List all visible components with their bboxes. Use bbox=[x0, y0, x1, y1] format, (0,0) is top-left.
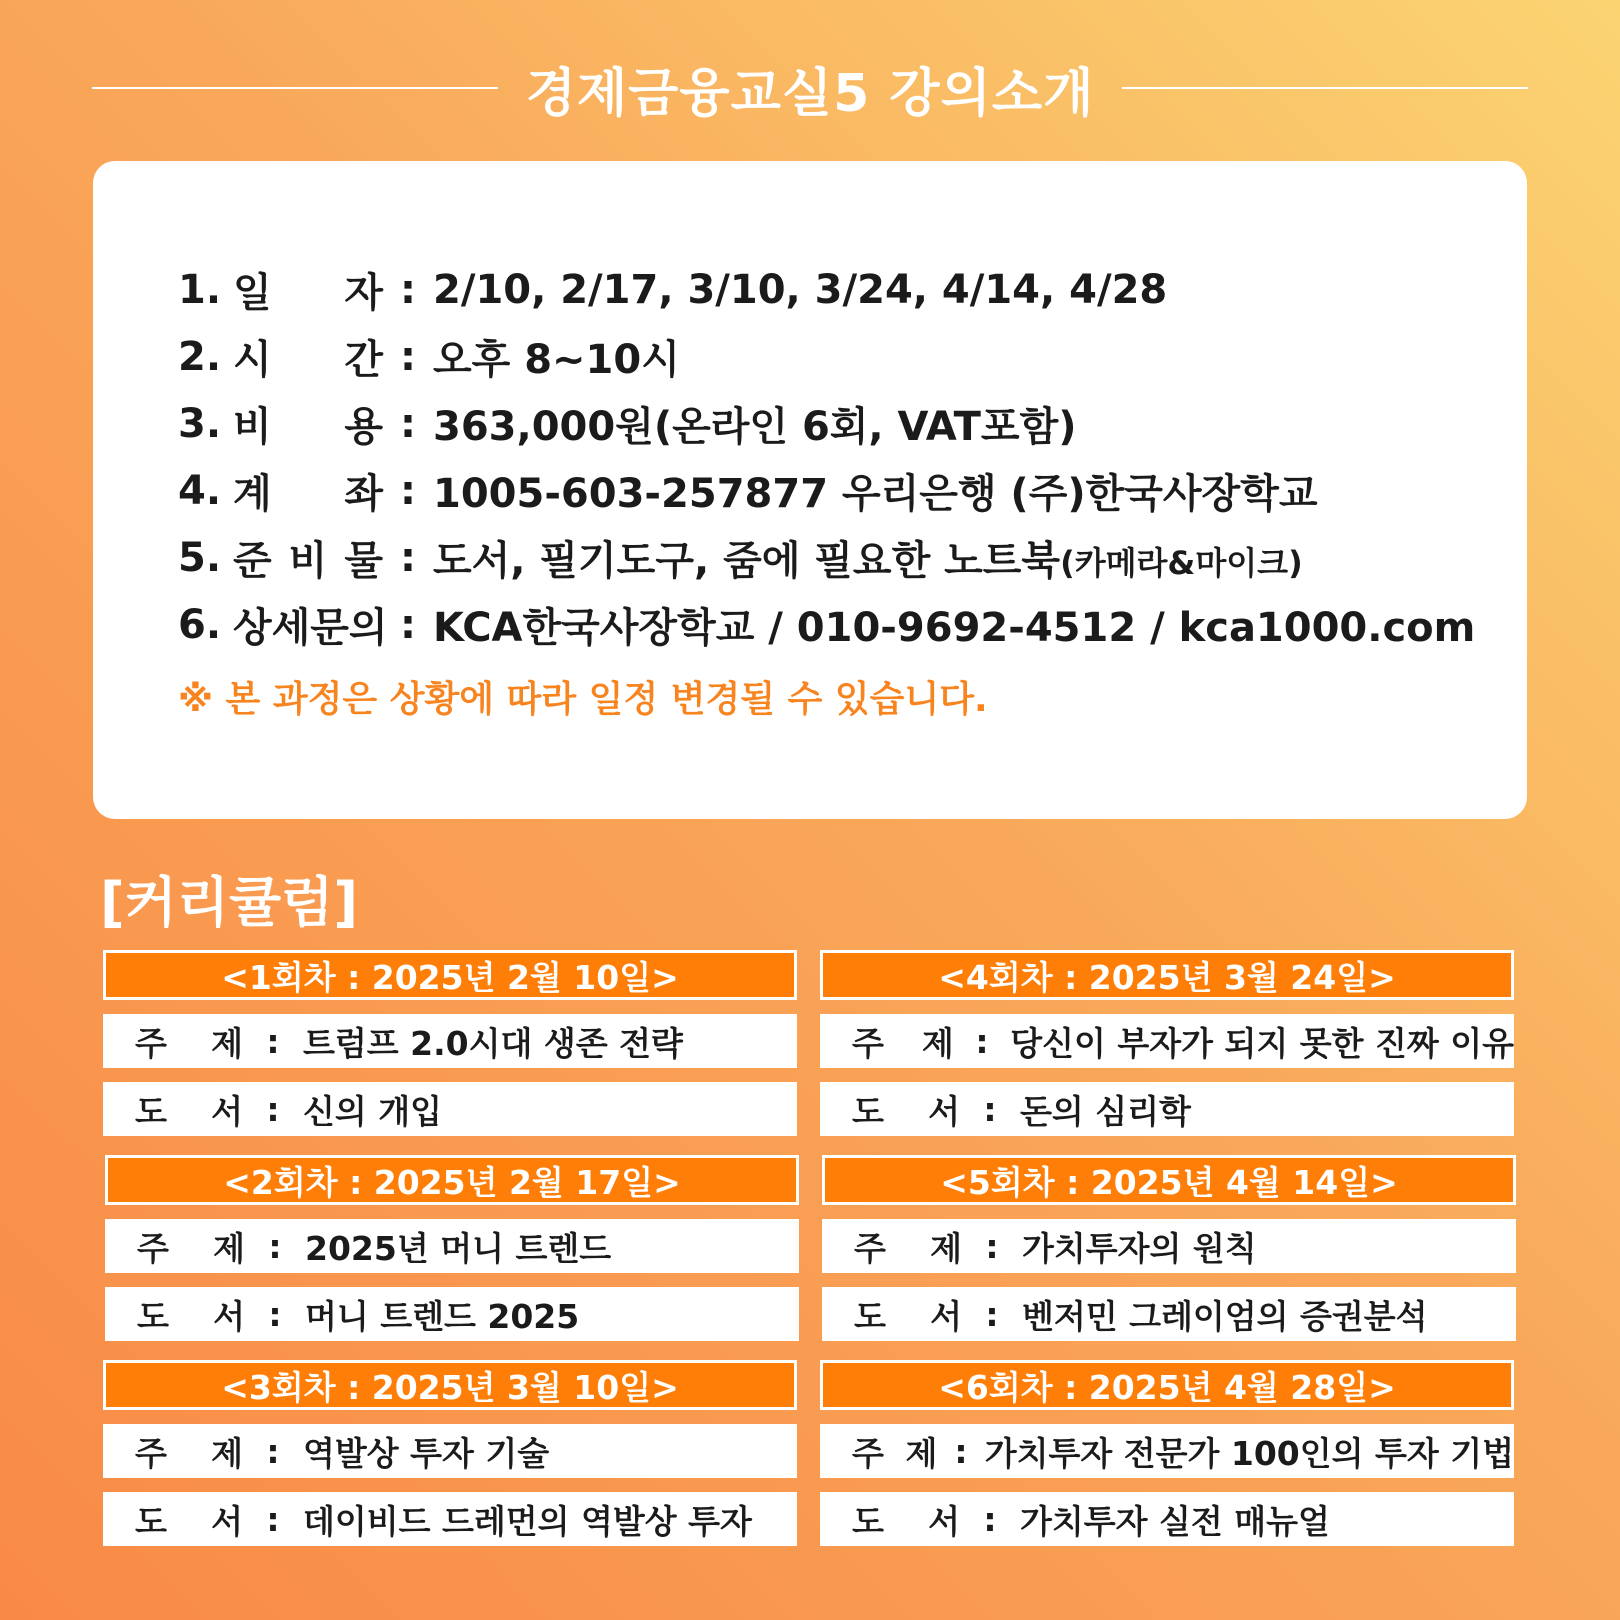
session-colon: : bbox=[268, 1226, 282, 1266]
session-label-char: 도 bbox=[135, 1091, 167, 1131]
info-label-char: 비 bbox=[233, 404, 272, 450]
info-card bbox=[93, 161, 1527, 819]
info-row bbox=[178, 390, 1475, 457]
info-label-char: 계 bbox=[233, 471, 272, 517]
session-label-char: 주 bbox=[135, 1023, 167, 1063]
session-line-value: 당신이 부자가 되지 못한 진짜 이유 bbox=[1010, 1023, 1514, 1063]
session-colon: : bbox=[266, 1089, 280, 1129]
session-label-char: 제 bbox=[905, 1433, 938, 1473]
session-line-label bbox=[854, 1223, 962, 1270]
session-colon: : bbox=[985, 1226, 999, 1266]
session-label-char: 서 bbox=[211, 1091, 243, 1131]
session-label-char: 서 bbox=[928, 1091, 960, 1131]
session-colon: : bbox=[266, 1499, 280, 1539]
info-number: 4. bbox=[178, 467, 222, 514]
session-colon: : bbox=[983, 1499, 997, 1539]
info-value: 2/10, 2/17, 3/10, 3/24, 4/14, 4/28 bbox=[433, 266, 1168, 313]
session-line-label bbox=[135, 1086, 243, 1133]
session-line-label bbox=[852, 1496, 960, 1543]
info-value: KCA한국사장학교 / 010-9692-4512 / kca1000.com bbox=[433, 605, 1476, 651]
session-label-char: 도 bbox=[135, 1501, 167, 1541]
info-row bbox=[178, 256, 1475, 323]
session-label-char: 제 bbox=[930, 1228, 962, 1268]
info-row bbox=[178, 591, 1475, 658]
title-right-line bbox=[1122, 87, 1528, 89]
session-colon: : bbox=[266, 1431, 280, 1471]
info-label-char: 용 bbox=[344, 404, 383, 450]
info-value: 1005-603-257877 우리은행 (주)한국사장학교 bbox=[433, 471, 1318, 517]
session-line-value: 역발상 투자 기술 bbox=[303, 1433, 550, 1473]
info-colon: : bbox=[400, 400, 416, 447]
info-value-note: (카메라&마이크) bbox=[1060, 544, 1303, 582]
session-colon: : bbox=[985, 1294, 999, 1334]
session-line-value: 2025년 머니 트렌드 bbox=[305, 1228, 612, 1268]
info-label-char: 간 bbox=[344, 337, 383, 383]
info-number: 2. bbox=[178, 333, 222, 380]
session-line-value: 신의 개입 bbox=[303, 1091, 443, 1131]
session-line-label bbox=[852, 1018, 954, 1065]
info-label bbox=[233, 328, 383, 385]
session-label-char: 서 bbox=[211, 1501, 243, 1541]
session-header: <1회차 : 2025년 2월 10일> bbox=[103, 950, 797, 1000]
session-colon: : bbox=[954, 1431, 968, 1471]
session-line-value: 데이비드 드레먼의 역발상 투자 bbox=[303, 1501, 752, 1541]
info-label bbox=[233, 529, 383, 586]
session-line-label bbox=[137, 1291, 245, 1338]
session-block bbox=[103, 1360, 797, 1546]
info-label-char: 자 bbox=[344, 270, 383, 316]
info-label-char: 좌 bbox=[344, 471, 383, 517]
session-label-char: 도 bbox=[852, 1501, 884, 1541]
session-line-label bbox=[852, 1428, 937, 1475]
session-line-label bbox=[854, 1291, 962, 1338]
info-value: 오후 8~10시 bbox=[433, 337, 680, 383]
page-title: 경제금융교실5 강의소개 bbox=[525, 63, 1095, 124]
session-label-char: 도 bbox=[854, 1296, 886, 1336]
info-label bbox=[233, 261, 383, 318]
info-label-char: 일 bbox=[233, 270, 272, 316]
info-label-char: 시 bbox=[233, 337, 272, 383]
session-label-char: 주 bbox=[137, 1228, 169, 1268]
info-number: 5. bbox=[178, 534, 222, 581]
session-line-label bbox=[135, 1018, 243, 1065]
session-line-value: 벤저민 그레이엄의 증권분석 bbox=[1022, 1296, 1428, 1336]
session-book bbox=[820, 1492, 1514, 1546]
info-label bbox=[233, 462, 383, 519]
info-label-char: 물 bbox=[344, 538, 383, 584]
session-label-char: 주 bbox=[852, 1023, 884, 1063]
session-header: <6회차 : 2025년 4월 28일> bbox=[820, 1360, 1514, 1410]
session-book bbox=[105, 1287, 799, 1341]
session-colon: : bbox=[975, 1021, 989, 1061]
session-topic bbox=[103, 1424, 797, 1478]
session-label-char: 주 bbox=[135, 1433, 167, 1473]
session-line-value: 가치투자 실전 매뉴얼 bbox=[1020, 1501, 1330, 1541]
info-label bbox=[233, 596, 388, 653]
title-left-line bbox=[92, 87, 498, 89]
session-line-label bbox=[137, 1223, 245, 1270]
info-label bbox=[233, 395, 383, 452]
session-block bbox=[820, 1360, 1514, 1546]
info-row bbox=[178, 457, 1475, 524]
info-colon: : bbox=[400, 266, 416, 313]
session-line-value: 머니 트렌드 2025 bbox=[305, 1296, 580, 1336]
info-number: 1. bbox=[178, 266, 222, 313]
session-label-char: 도 bbox=[137, 1296, 169, 1336]
session-topic bbox=[820, 1424, 1514, 1478]
session-topic bbox=[103, 1014, 797, 1068]
session-book bbox=[103, 1082, 797, 1136]
session-line-label bbox=[135, 1496, 243, 1543]
session-colon: : bbox=[268, 1294, 282, 1334]
session-header: <3회차 : 2025년 3월 10일> bbox=[103, 1360, 797, 1410]
session-line-value: 트럼프 2.0시대 생존 전략 bbox=[303, 1023, 683, 1063]
session-line-value: 가치투자의 원칙 bbox=[1022, 1228, 1257, 1268]
session-label-char: 서 bbox=[930, 1296, 962, 1336]
session-block bbox=[103, 950, 797, 1136]
session-header: <4회차 : 2025년 3월 24일> bbox=[820, 950, 1514, 1000]
info-number: 6. bbox=[178, 601, 222, 648]
session-label-char: 서 bbox=[928, 1501, 960, 1541]
session-label-char: 제 bbox=[211, 1023, 243, 1063]
session-label-char: 제 bbox=[213, 1228, 245, 1268]
info-label-char: 준 bbox=[233, 538, 272, 584]
info-colon: : bbox=[400, 601, 416, 648]
session-line-label bbox=[135, 1428, 243, 1475]
session-block bbox=[822, 1155, 1516, 1341]
session-line-value: 돈의 심리학 bbox=[1020, 1091, 1191, 1131]
session-label-char: 주 bbox=[852, 1433, 884, 1473]
session-label-char: 제 bbox=[921, 1023, 954, 1063]
session-colon: : bbox=[983, 1089, 997, 1129]
session-topic bbox=[820, 1014, 1514, 1068]
session-book bbox=[820, 1082, 1514, 1136]
info-colon: : bbox=[400, 333, 416, 380]
curriculum-title: [커리큘럼] bbox=[100, 871, 359, 934]
info-colon: : bbox=[400, 467, 416, 514]
session-colon: : bbox=[266, 1021, 280, 1061]
session-book bbox=[103, 1492, 797, 1546]
info-number: 3. bbox=[178, 400, 222, 447]
session-line-label bbox=[852, 1086, 960, 1133]
info-label-char: 상세문의 bbox=[233, 605, 388, 651]
schedule-notice: ※ 본 과정은 상황에 따라 일정 변경될 수 있습니다. bbox=[178, 678, 988, 720]
info-value: 도서, 필기도구, 줌에 필요한 노트북(카메라&마이크) bbox=[433, 538, 1303, 584]
session-block bbox=[105, 1155, 799, 1341]
info-row bbox=[178, 524, 1475, 591]
session-header: <2회차 : 2025년 2월 17일> bbox=[105, 1155, 799, 1205]
session-label-char: 도 bbox=[852, 1091, 884, 1131]
session-topic bbox=[822, 1219, 1516, 1273]
info-list bbox=[178, 256, 1475, 726]
session-label-char: 제 bbox=[211, 1433, 243, 1473]
session-book bbox=[822, 1287, 1516, 1341]
session-topic bbox=[105, 1219, 799, 1273]
session-block bbox=[820, 950, 1514, 1136]
info-row bbox=[178, 323, 1475, 390]
info-value: 363,000원(온라인 6회, VAT포함) bbox=[433, 404, 1077, 450]
info-label-char: 비 bbox=[288, 538, 328, 584]
session-line-value: 가치투자 전문가 100인의 투자 기법 bbox=[984, 1433, 1514, 1473]
session-label-char: 주 bbox=[854, 1228, 886, 1268]
title-row bbox=[92, 48, 1528, 128]
session-label-char: 서 bbox=[213, 1296, 245, 1336]
session-header: <5회차 : 2025년 4월 14일> bbox=[822, 1155, 1516, 1205]
info-colon: : bbox=[400, 534, 416, 581]
